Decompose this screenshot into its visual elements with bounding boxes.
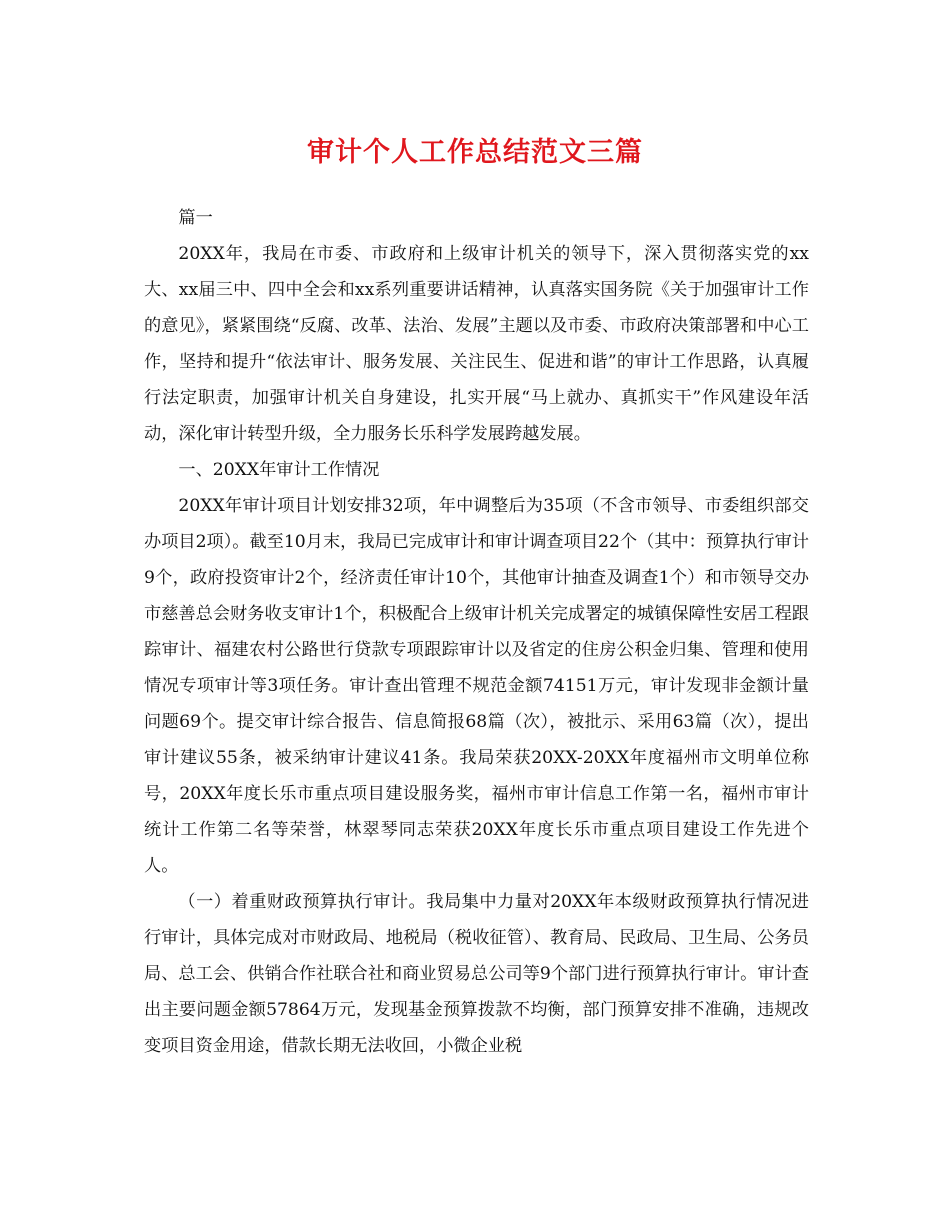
section-heading: 一、20XX年审计工作情况 [178, 460, 380, 480]
section-label: 篇一 [178, 208, 213, 228]
work-summary-paragraph: 20XX年审计项目计划安排32项，年中调整后为35项（不含市领导、市委组织部交办项目2项）。截至10月末，我局已完成审计和审计调查项目22个（其中：预算执行审计9个，政府投资审计2个，经济责任审计10个，其他审计抽查及调查1个）和市领导交办市慈善总会财务收支审计1个，积极配合上级审计机关完成署定的城镇保障性安居工程跟踪审计、福建农村公路世行贷款专项跟踪审计以及省定的住房公积金归集、管理和使用情况专项审计等3项任务。审计查出管理不规范金额74151万元，审计发现非金额计量问题69个。提交审计综合报告、信息简报68篇（次），被批示、采用63篇（次），提出审计建议55条，被采纳审计建议41条。我局荣获20XX-20XX年度福州市文明单位称号，20XX年度长乐市重点项目建设服务奖，福州市审计信息工作第一名，福州市审计统计工作第二名等荣誉，林翠琴同志荣获20XX年度长乐市重点项目建设工作先进个人。 [144, 496, 809, 876]
budget-audit-paragraph: （一）着重财政预算执行审计。我局集中力量对20XX年本级财政预算执行情况进行审计，具体完成对市财政局、地税局（税收征管）、教育局、民政局、卫生局、公务员局、总工会、供销合作社联合社和商业贸易总公司等9个部门进行预算执行审计。审计查出主要问题金额57864万元，发现基金预算拨款不均衡，部门预算安排不准确，违规改变项目资金用途，借款长期无法收回，小微企业税 [144, 892, 809, 1056]
document-body [144, 200, 809, 1064]
document-title: 审计个人工作总结范文三篇 [307, 137, 643, 168]
intro-paragraph: 20XX年，我局在市委、市政府和上级审计机关的领导下，深入贯彻落实党的xx大、xx届三中、四中全会和xx系列重要讲话精神，认真落实国务院《关于加强审计工作的意见》，紧紧围绕“反腐、改革、法治、发展”主题以及市委、市政府决策部署和中心工作，坚持和提升“依法审计、服务发展、关注民生、促进和谐”的审计工作思路，认真履行法定职责，加强审计机关自身建设，扎实开展“马上就办、真抓实干”作风建设年活动，深化审计转型升级，全力服务长乐科学发展跨越发展。 [144, 244, 809, 444]
